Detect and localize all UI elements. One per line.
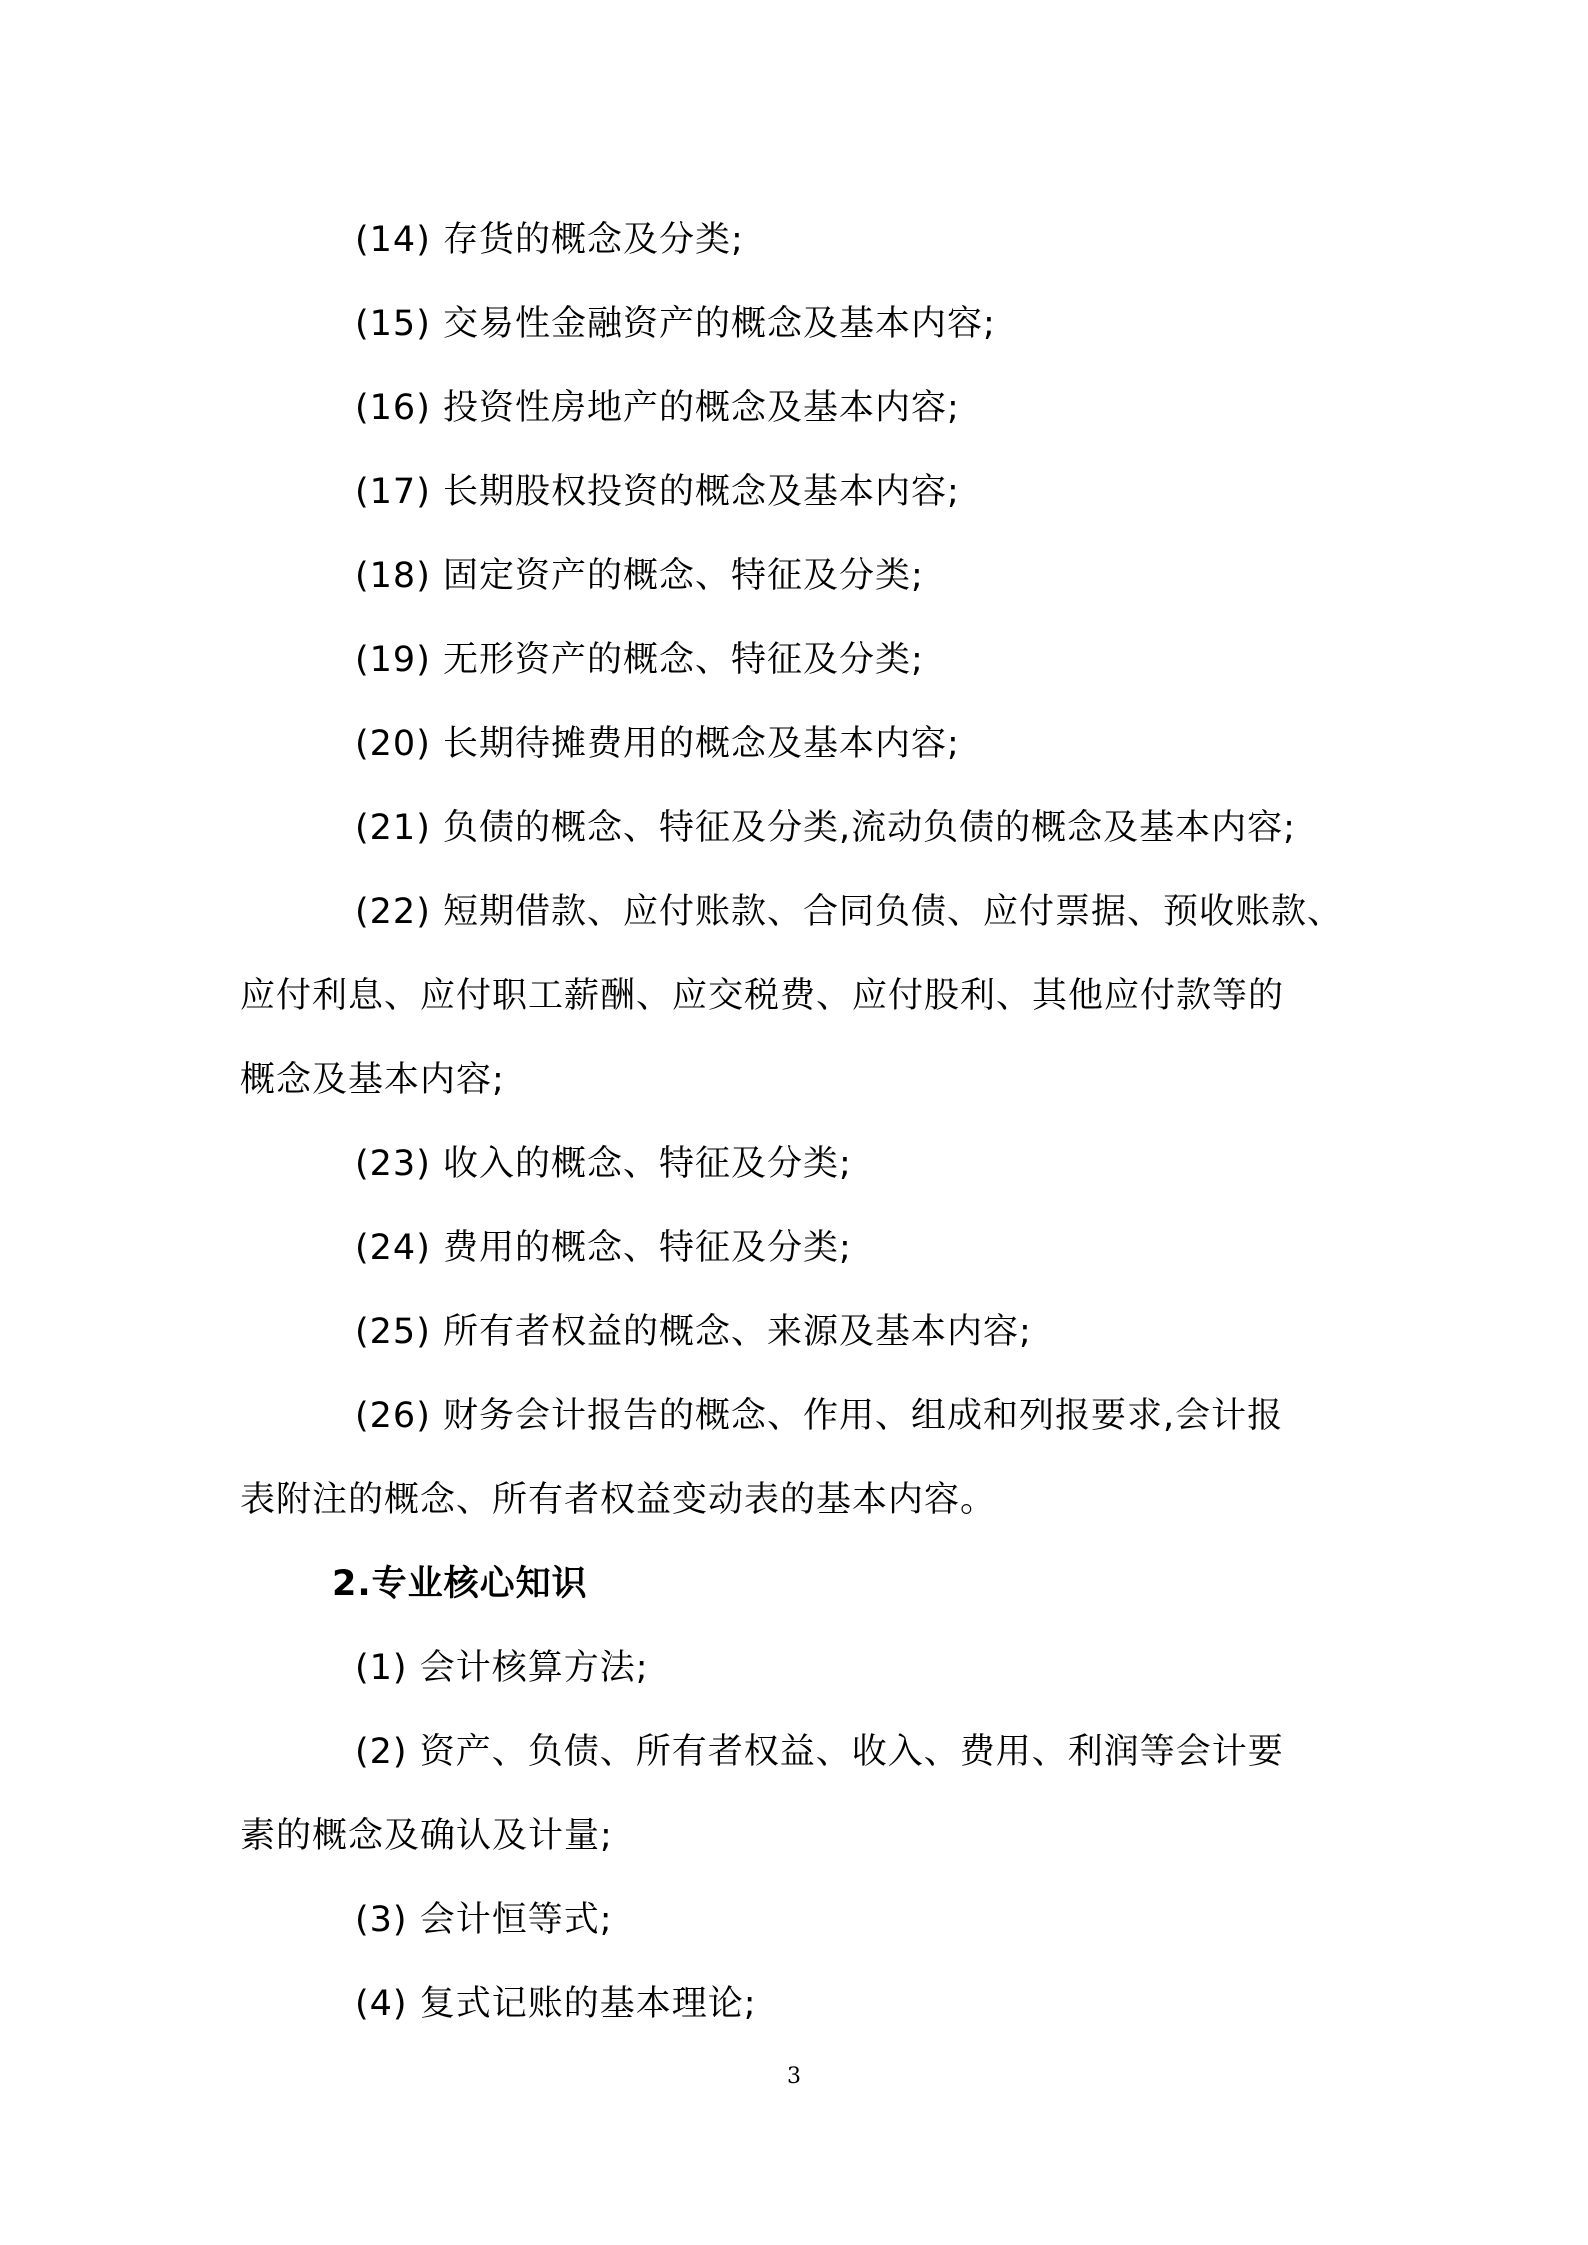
list-item-continuation: 表附注的概念、所有者权益变动表的基本内容。: [240, 1480, 997, 1520]
list-item: (26) 财务会计报告的概念、作用、组成和列报要求,会计报: [355, 1396, 1284, 1436]
list-item: (22) 短期借款、应付账款、合同负债、应付票据、预收账款、: [355, 892, 1343, 932]
list-item: (15) 交易性金融资产的概念及基本内容;: [355, 304, 996, 344]
page-number: 3: [787, 2064, 801, 2089]
list-item-continuation: 概念及基本内容;: [240, 1060, 505, 1100]
list-item: (23) 收入的概念、特征及分类;: [355, 1144, 852, 1184]
section-heading: 2.专业核心知识: [332, 1564, 588, 1604]
list-item: (4) 复式记账的基本理论;: [355, 1984, 757, 2024]
document-body: [240, 198, 1370, 2046]
list-item: (19) 无形资产的概念、特征及分类;: [355, 640, 924, 680]
list-item: (25) 所有者权益的概念、来源及基本内容;: [355, 1312, 1032, 1352]
list-item: (14) 存货的概念及分类;: [355, 220, 744, 260]
list-item-continuation: 素的概念及确认及计量;: [240, 1816, 613, 1856]
list-item-continuation: 应付利息、应付职工薪酬、应交税费、应付股利、其他应付款等的: [240, 976, 1285, 1016]
list-item: (18) 固定资产的概念、特征及分类;: [355, 556, 924, 596]
list-item: (16) 投资性房地产的概念及基本内容;: [355, 388, 960, 428]
list-item: (1) 会计核算方法;: [355, 1648, 649, 1688]
list-item: (24) 费用的概念、特征及分类;: [355, 1228, 852, 1268]
list-item: (2) 资产、负债、所有者权益、收入、费用、利润等会计要: [355, 1732, 1284, 1772]
list-item: (17) 长期股权投资的概念及基本内容;: [355, 472, 960, 512]
list-item: (20) 长期待摊费用的概念及基本内容;: [355, 724, 960, 764]
list-item: (21) 负债的概念、特征及分类,流动负债的概念及基本内容;: [355, 808, 1296, 848]
list-item: (3) 会计恒等式;: [355, 1900, 613, 1940]
